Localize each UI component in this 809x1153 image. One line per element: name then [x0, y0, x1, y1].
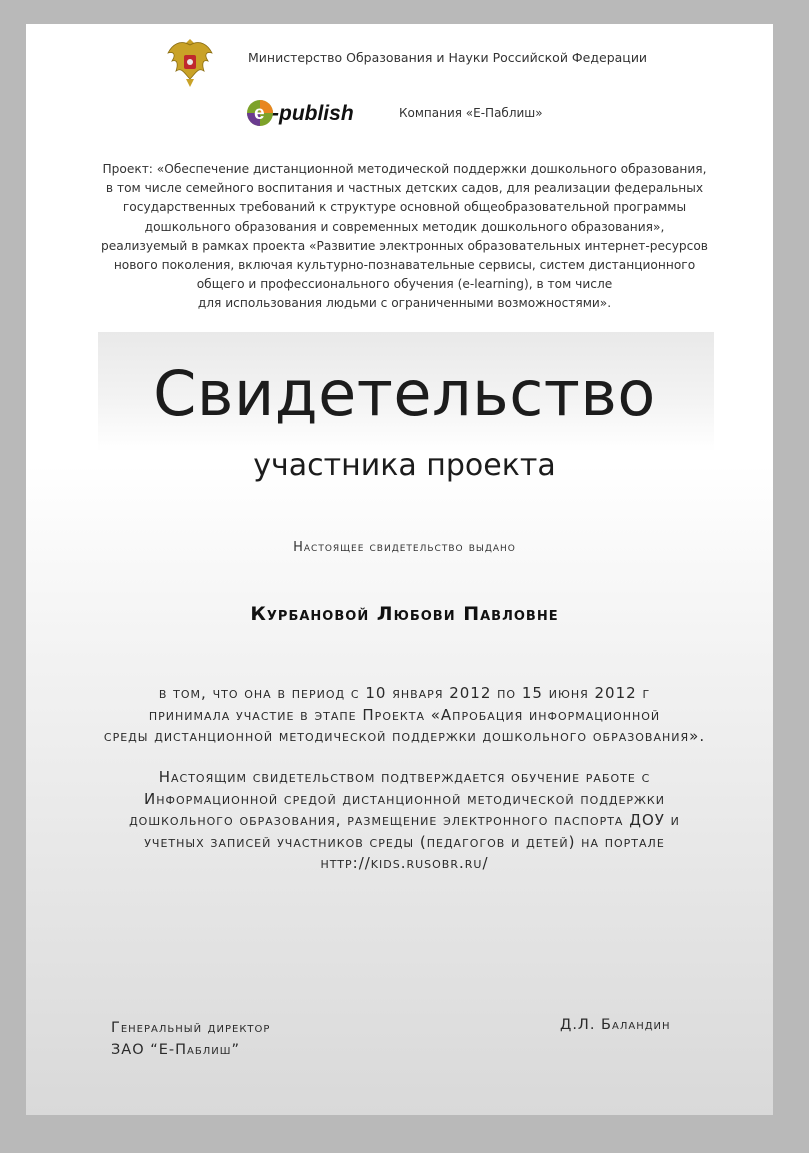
- ministry-name: Министерство Образования и Науки Российской Федерации: [248, 50, 648, 65]
- company-name: Компания «Е-Паблиш»: [399, 106, 543, 120]
- signatory-name: Д.Л. Баландин: [560, 1017, 671, 1033]
- participation-paragraph: в том, что она в период с 10 января 2012 по 15 июня 2012 г принимала участие в этапе Проекта «Апробация информационной среды дистанционной методической поддержки дошкольного образования».: [103, 684, 706, 745]
- certificate-title: Свидетельство: [153, 357, 656, 430]
- project-description: Проект: «Обеспечение дистанционной методической поддержки дошкольного образования, в том числе семейного воспитания и частных детских садов, для реализации федеральных государственных требований к структуре основной общеобразовательной программы дошкольного образования и современных методик дошкольного образования», реализуемый в рамках проекта «Развитие электронных образовательных интернет-ресурсов нового поколения, включая культурно-познавательные сервисы, систем дистанционного общего и профессионального обучения (e-learning), в том числе для использования людьми с ограниченными возможностями».: [100, 162, 708, 311]
- svg-text:-publish: -publish: [272, 102, 354, 125]
- confirmation-paragraph: Настоящим свидетельством подтверждается обучение работе с Информационной средой дистанционной методической поддержки дошкольного образования, размещение электронного паспорта ДОУ и учетных записей участников среды (педагогов и детей) на портале http://kids.rusobr.ru/: [129, 768, 680, 872]
- certificate-subtitle: участника проекта: [253, 448, 556, 483]
- recipient-name: Курбановой Любови Павловне: [250, 603, 559, 625]
- coat-of-arms-icon: [164, 33, 216, 89]
- svg-text:e: e: [254, 103, 265, 124]
- issued-to-label: Настоящее свидетельство выдано: [293, 540, 516, 555]
- signatory-position: Генеральный директор ЗАО “Е-Паблиш”: [111, 1020, 271, 1058]
- e-publish-logo: [245, 98, 379, 128]
